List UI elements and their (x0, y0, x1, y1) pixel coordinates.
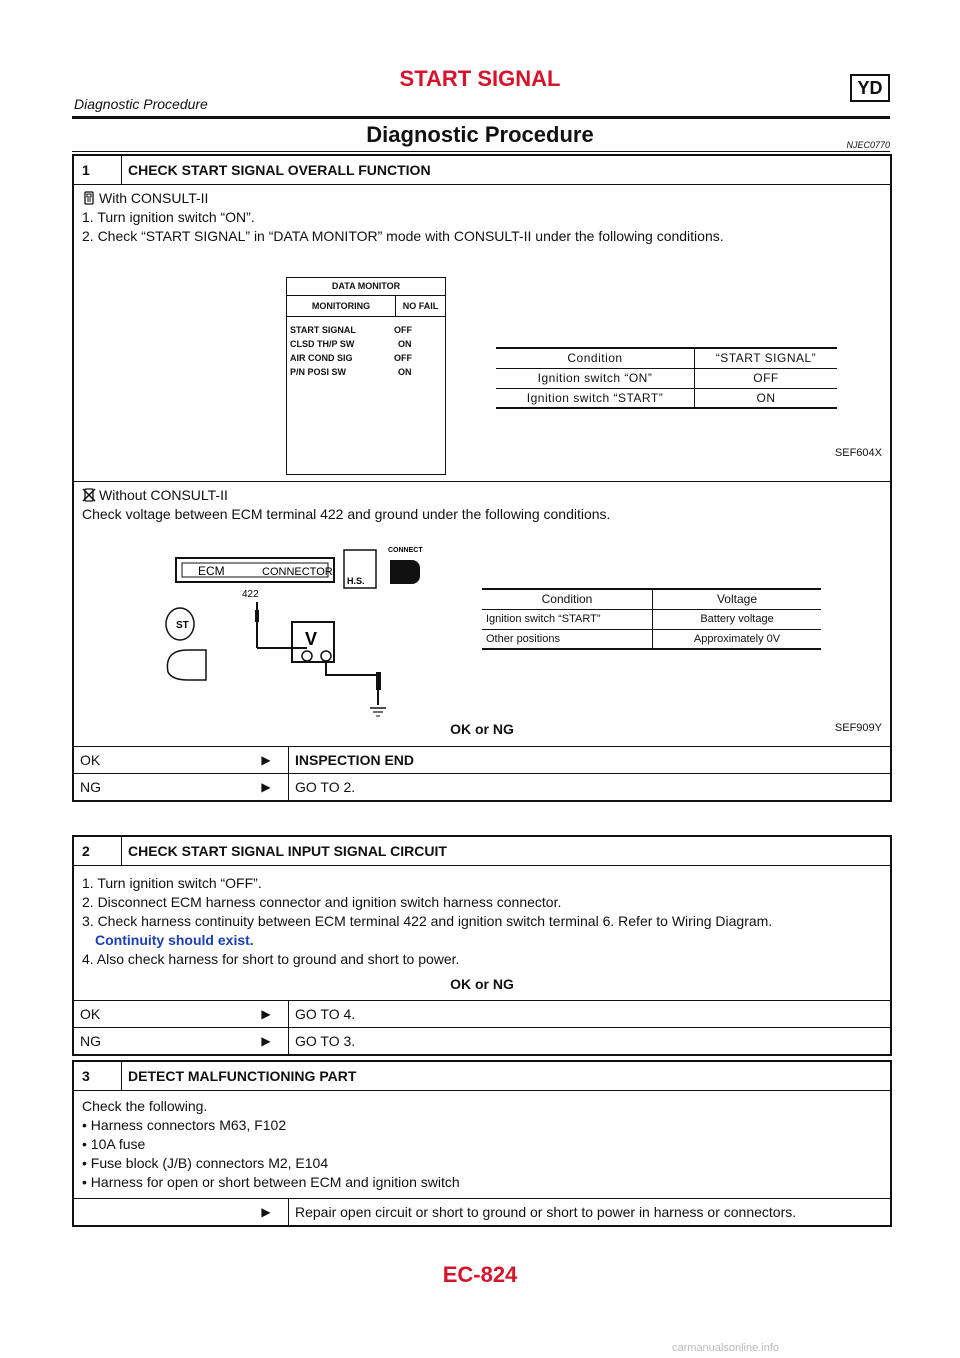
voltmeter-label: V (305, 629, 318, 649)
monitor-value: OFF (394, 353, 412, 363)
table-cell: OFF (753, 371, 779, 385)
action-row (74, 1198, 890, 1225)
monitor-title: DATA MONITOR (287, 278, 445, 296)
monitor-col-nofail: NO FAIL (402, 301, 439, 311)
instruction-line: 4. Also check harness for short to ground and short to power. (82, 951, 460, 967)
step-1-manual-section (74, 481, 890, 744)
arrow-icon: ▶ (244, 1001, 289, 1027)
repair-action: Repair open circuit or short to ground or short to power in harness or connectors. (295, 1204, 797, 1220)
meter-negative-terminal (321, 651, 331, 661)
table-header: Condition (482, 589, 653, 609)
consult-icon (82, 191, 96, 205)
page-title: Diagnostic Procedure (366, 122, 594, 147)
table-cell: Other positions (482, 629, 653, 649)
step-number: 3 (74, 1062, 122, 1090)
table-cell: Ignition switch “START” (496, 388, 695, 408)
instruction-line: Check voltage between ECM terminal 422 and ground under the following conditions. (82, 506, 611, 522)
key-label: ST (176, 620, 189, 631)
meter-positive-terminal (302, 651, 312, 661)
result-key: OK (80, 752, 101, 768)
table-header: “START SIGNAL” (715, 351, 817, 366)
table-header: Condition (496, 348, 695, 368)
table-cell: Ignition switch “ON” (496, 368, 695, 388)
step-1-header (74, 156, 890, 184)
step-3-header (74, 1062, 890, 1090)
instruction-line: 2. Check “START SIGNAL” in “DATA MONITOR” mode with CONSULT-II under the following conditions. (82, 228, 724, 244)
figure-code: SEF604X (834, 447, 882, 459)
check-item: • Fuse block (J/B) connectors M2, E104 (82, 1155, 329, 1171)
condition-table-1 (496, 347, 837, 409)
ignition-switch-icon (167, 650, 206, 680)
result-row-ok (74, 746, 890, 773)
monitor-item: AIR COND SIG (290, 353, 353, 363)
check-item: • Harness for open or short between ECM and ignition switch (82, 1174, 460, 1190)
result-key: NG (80, 779, 101, 795)
result-value: GO TO 3. (295, 1033, 356, 1049)
step-number: 1 (74, 156, 122, 184)
hs-text: H.S. (347, 576, 365, 586)
bullet-icon: • (82, 1155, 91, 1171)
instruction-line: 3. Check harness continuity between ECM terminal 422 and ignition switch terminal 6. Refer to Wiring Diagram. (82, 913, 773, 929)
step-number: 2 (74, 837, 122, 865)
result-value: GO TO 4. (295, 1006, 356, 1022)
bullet-icon: • (82, 1174, 91, 1190)
table-cell: Ignition switch “START” (482, 609, 653, 629)
result-key: NG (80, 1033, 101, 1049)
arrow-icon: ▶ (244, 1199, 289, 1225)
step-title: DETECT MALFUNCTIONING PART (128, 1068, 357, 1084)
step-1-consult-section (74, 184, 890, 481)
instruction-line: 2. Disconnect ECM harness connector and ignition switch harness connector. (82, 894, 562, 910)
instruction-line: 1. Turn ignition switch “OFF”. (82, 875, 262, 891)
section-subtitle: Diagnostic Procedure (74, 96, 208, 112)
monitor-value: ON (398, 367, 412, 377)
arrow-icon: ▶ (244, 774, 289, 800)
ok-ng-label: OK or NG (450, 721, 514, 737)
bullet-icon: • (82, 1117, 91, 1133)
with-consult-label: With CONSULT-II (99, 190, 209, 206)
table-cell: Battery voltage (700, 613, 774, 625)
ecm-text: ECM (198, 564, 225, 578)
connect-icon (390, 560, 420, 584)
connector-text: CONNECTOR (262, 566, 333, 578)
title-rule (72, 151, 890, 152)
arrow-icon: ▶ (244, 747, 289, 773)
engine-badge: YD (850, 74, 890, 102)
terminal-text: 422 (242, 589, 259, 600)
step-2-table (72, 835, 892, 1056)
monitor-item: P/N POSI SW (290, 367, 347, 377)
arrow-icon: ▶ (244, 1028, 289, 1054)
without-consult-label: Without CONSULT-II (99, 487, 228, 503)
monitor-value: OFF (394, 325, 412, 335)
step-2-header (74, 837, 890, 865)
step-title: CHECK START SIGNAL OVERALL FUNCTION (128, 162, 431, 178)
probe-tip (255, 610, 259, 622)
monitor-value: ON (398, 339, 412, 349)
table-cell: Approximately 0V (693, 632, 781, 645)
ground-wire (326, 661, 378, 705)
connect-text: CONNECT (388, 547, 423, 554)
monitor-col-monitoring: MONITORING (287, 296, 396, 316)
reference-code: NJEC0770 (846, 140, 890, 150)
result-row-ng (74, 1027, 890, 1054)
ok-ng-label: OK or NG (450, 976, 514, 992)
no-consult-icon (82, 488, 96, 502)
check-item: • Harness connectors M63, F102 (82, 1117, 287, 1133)
watermark: carmanualsonline.info (672, 1342, 780, 1354)
monitor-item: START SIGNAL (290, 325, 356, 335)
ground-probe (376, 672, 381, 690)
data-monitor-screen (286, 277, 446, 475)
table-cell: ON (756, 390, 776, 405)
step-3-body (74, 1090, 890, 1198)
step-3-table (72, 1060, 892, 1227)
step-1-table (72, 154, 892, 802)
instruction-line: Check the following. (82, 1098, 208, 1114)
monitor-item: CLSD TH/P SW (290, 339, 355, 349)
bullet-icon: • (82, 1136, 91, 1152)
condition-table-2 (482, 588, 821, 650)
result-key: OK (80, 1006, 101, 1022)
table-header: Voltage (716, 592, 758, 607)
figure-code: SEF909Y (834, 722, 882, 734)
voltage-check-diagram (164, 544, 434, 724)
instruction-line: 1. Turn ignition switch “ON”. (82, 209, 255, 225)
result-value: INSPECTION END (295, 752, 415, 768)
result-row-ok (74, 1000, 890, 1027)
section-title: START SIGNAL (399, 66, 561, 91)
step-2-body (74, 865, 890, 1000)
step-title: CHECK START SIGNAL INPUT SIGNAL CIRCUIT (128, 843, 447, 859)
result-value: GO TO 2. (295, 779, 356, 795)
page-number: EC-824 (442, 1262, 518, 1287)
specification-note: Continuity should exist. (95, 932, 254, 948)
result-row-ng (74, 773, 890, 800)
header-rule (72, 116, 890, 119)
check-item: • 10A fuse (82, 1136, 146, 1152)
